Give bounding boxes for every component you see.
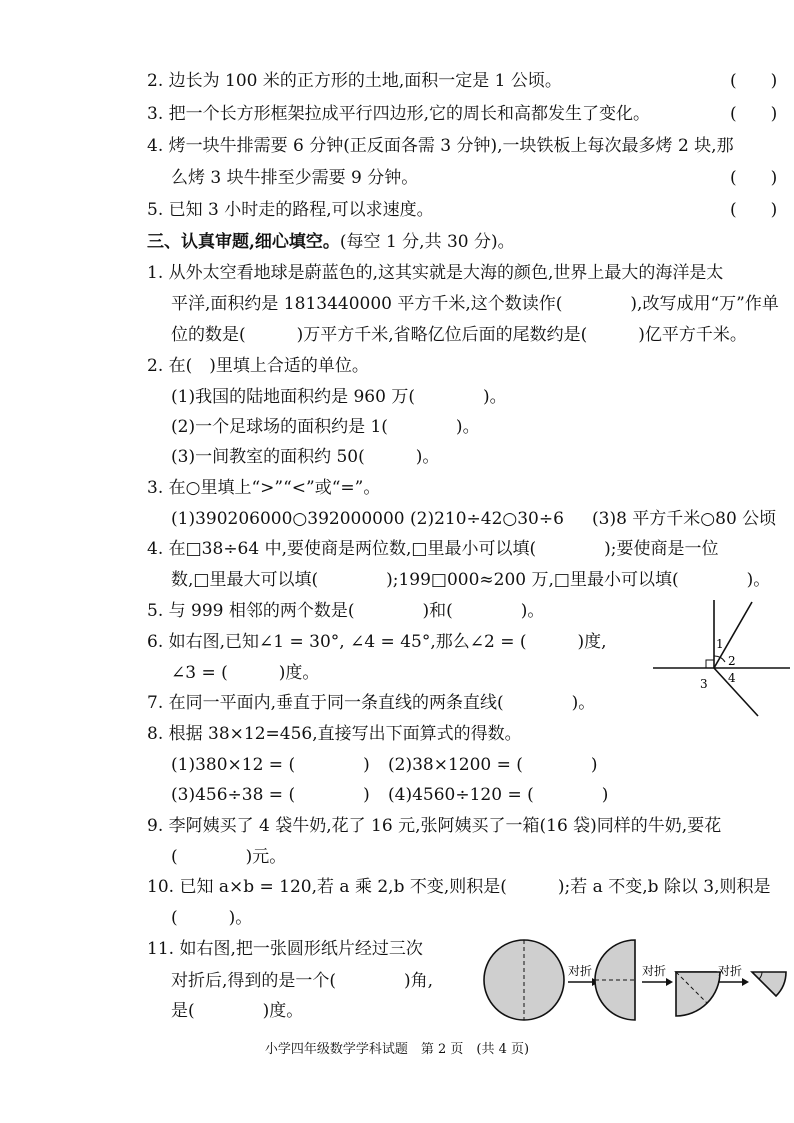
q3-title: 3. 在○里填上“>”“<”或“=”。 (147, 478, 381, 498)
q2-a: (1)我国的陆地面积约是 960 万( )。 (171, 387, 507, 407)
q3-b: (2)210÷42○30÷6 (410, 509, 564, 529)
q1-line3: 位的数是( )万平方千米,省略亿位后面的尾数约是( )亿平方千米。 (171, 325, 747, 345)
q1-line2: 平洋,面积约是 1813440000 平方千米,这个数读作( ),改写成用“万”作单 (171, 294, 779, 314)
q3-a: (1)390206000○392000000 (171, 509, 405, 529)
paper-eighth (752, 972, 786, 996)
q8-title: 8. 根据 38×12=456,直接写出下面算式的得数。 (147, 724, 522, 744)
q11-line1: 11. 如右图,把一张圆形纸片经过三次 (147, 939, 423, 959)
judge-answer-3[interactable]: ( ) (730, 104, 778, 124)
judge-answer-5[interactable]: ( ) (730, 200, 778, 220)
angle-label-4: 4 (728, 671, 736, 685)
q11-line3: 是( )度。 (171, 1001, 304, 1021)
judge-item-2: 2. 边长为 100 米的正方形的土地,面积一定是 1 公顷。 (147, 71, 562, 91)
judge-item-4: 4. 烤一块牛排需要 6 分钟(正反面各需 3 分钟),一块铁板上每次最多烤 2 块,那 (147, 136, 734, 156)
paper-half-circle (595, 940, 635, 1020)
q2-c: (3)一间教室的面积约 50( )。 (171, 447, 440, 467)
fold-label-2: 对折 (642, 964, 667, 978)
q9-line1: 9. 李阿姨买了 4 袋牛奶,花了 16 元,张阿姨买了一箱(16 袋)同样的牛奶,要花 (147, 816, 722, 836)
q1-line1: 1. 从外太空看地球是蔚蓝色的,这其实就是大海的颜色,世界上最大的海洋是太 (147, 263, 724, 283)
angle-label-2: 2 (728, 654, 736, 668)
q8-c: (3)456÷38 = ( ) (171, 785, 370, 805)
q8-a: (1)380×12 = ( ) (171, 755, 370, 775)
paper-circle (484, 940, 564, 1020)
q7: 7. 在同一平面内,垂直于同一条直线的两条直线( )。 (147, 693, 596, 713)
q5: 5. 与 999 相邻的两个数是( )和( )。 (147, 601, 545, 621)
q9-line2: ( )元。 (171, 847, 287, 867)
q4-line2: 数,□里最大可以填( );199□000≈200 万,□里最小可以填( )。 (171, 570, 771, 590)
fold-label-1: 对折 (568, 964, 593, 978)
angle-label-1: 1 (716, 637, 724, 651)
right-angle-mark (706, 660, 714, 668)
judge-item-5: 5. 已知 3 小时走的路程,可以求速度。 (147, 200, 434, 220)
folding-diagram (480, 928, 790, 1028)
fold-label-3: 对折 (718, 964, 743, 978)
judge-answer-2[interactable]: ( ) (730, 71, 778, 91)
q2-b: (2)一个足球场的面积约是 1( )。 (171, 417, 480, 437)
q2-title: 2. 在( )里填上合适的单位。 (147, 356, 369, 376)
q10-line1: 10. 已知 a×b = 120,若 a 乘 2,b 不变,则积是( );若 a 不变,b 除以 3,则积是 (147, 877, 771, 897)
section3-heading (147, 231, 515, 253)
fold-arrow-2-head (666, 978, 673, 986)
q10-line2: ( )。 (171, 908, 253, 928)
q8-d: (4)4560÷120 = ( ) (388, 785, 609, 805)
angle-label-3: 3 (700, 677, 708, 691)
q8-b: (2)38×1200 = ( ) (388, 755, 598, 775)
slant-line-lower (714, 668, 758, 716)
fold-arrow-3-head (742, 978, 749, 986)
page-footer: 小学四年级数学学科试题 第 2 页 (共 4 页) (264, 1042, 530, 1057)
judge-answer-4[interactable]: ( ) (730, 168, 778, 188)
q4-line1: 4. 在□38÷64 中,要使商是两位数,□里最小可以填( );要使商是一位 (147, 539, 719, 559)
judge-item-4-line2: 么烤 3 块牛排至少需要 9 分钟。 (171, 168, 419, 188)
q11-line2: 对折后,得到的是一个( )角, (171, 971, 434, 991)
section3-note: (每空 1 分,共 30 分)。 (339, 232, 515, 252)
judge-item-3: 3. 把一个长方形框架拉成平行四边形,它的周长和高都发生了变化。 (147, 104, 651, 124)
section3-title: 三、认真审题,细心填空。 (147, 232, 340, 252)
q6-line1: 6. 如右图,已知∠1 = 30°, ∠4 = 45°,那么∠2 = ( )度, (147, 632, 607, 652)
q3-c: (3)8 平方千米○80 公顷 (592, 509, 777, 529)
angle-diagram (648, 596, 794, 722)
q6-line2: ∠3 = ( )度。 (171, 663, 320, 683)
